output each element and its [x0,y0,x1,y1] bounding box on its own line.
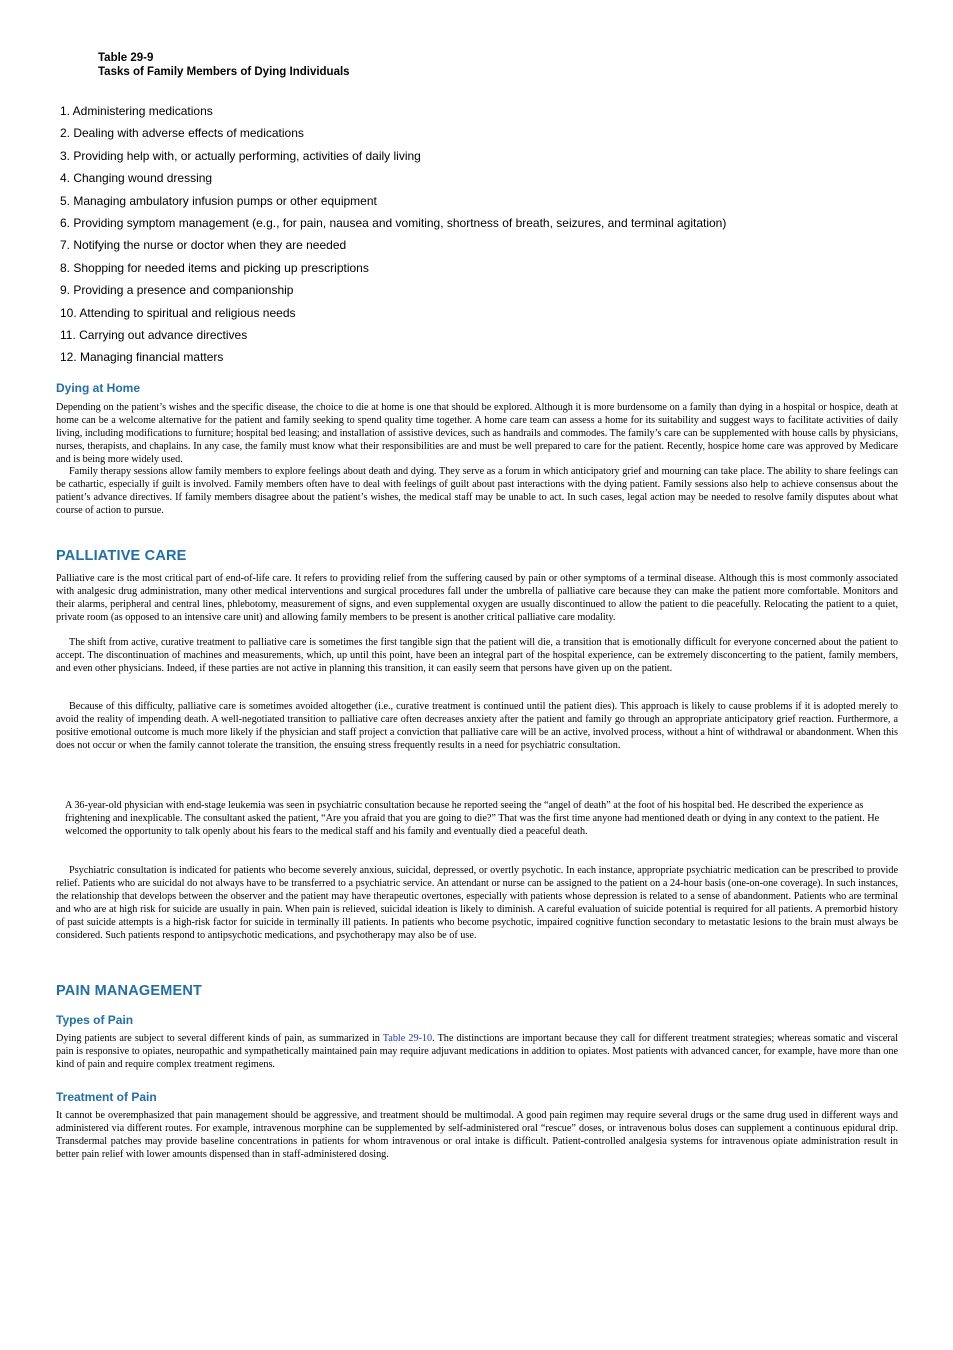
paragraph: Family therapy sessions allow family members to explore feelings about death and dying. They serve as a forum in which anticipatory grief and mourning can take place. The ability to share feelings can be cathartic, especially if guilt is involved. Family members often have to deal with feelings of guilt about past interactions with the dying patient. Family sessions also help to achieve consensus about the patient’s advance directives. If family members disagree about the patient’s wishes, the medical staff may be unable to act. In such cases, legal action may be needed to resolve family disputes about what course of action to pursue. [56,466,898,516]
heading-treatment-of-pain: Treatment of Pain [56,1090,157,1104]
list-item: 1. Administering medications [60,104,213,118]
case-example: A 36-year-old physician with end-stage leukemia was seen in psychiatric consultation because he reported seeing the “angel of death” at the foot of his hospital bed. He described the experience as frightening and inexplicable. The consultant asked the patient, “Are you afraid that you are going to die?” That was the first time anyone had mentioned death or dying in any context to the patient. He welcomed the opportunity to talk openly about his fears to the medical staff and his family and eventually died a peaceful death. [65,800,880,837]
table-reference-link[interactable]: Table 29-10 [382,1033,433,1044]
list-item: 12. Managing financial matters [60,350,224,365]
paragraph [56,1033,898,1072]
table-caption [98,51,350,79]
paragraph: Palliative care is the most critical part of end-of-life care. It refers to providing relief from the suffering caused by pain or other symptoms of a terminal disease. Although this is most commonly associated with analgesic drug administration, many other medical interventions and surgical procedures fall under the umbrella of palliative care because they can make the patient more comfortable. Monitors and their alarms, peripheral and central lines, phlebotomy, measurement of signs, and even supplemental oxygen are usually discontinued to allow the patient to die peacefully. Relocating the patient to a quiet, private room (as opposed to an intensive care unit) and allowing family members to be present is another critical palliative care modality. [56,573,898,623]
heading-dying-at-home: Dying at Home [56,381,141,395]
paragraph: Because of this difficulty, palliative care is sometimes avoided altogether (i.e., curative treatment is continued until the patient dies). This approach is likely to cause problems if it is adopted merely to avoid the reality of impending death. A well-negotiated transition to palliative care often decreases anxiety after the patient and family go through an appropriate anticipatory grief reaction. Furthermore, a positive emotional outcome is much more likely if the physician and staff project a conviction that palliative care will be an active, involved process, without a hint of withdrawal or abandonment. When this does not occur or when the family cannot tolerate the transition, the ensuing stress frequently results in a need for psychiatric consultation. [56,701,898,751]
list-item: 2. Dealing with adverse effects of medications [60,126,304,141]
list-item: 4. Changing wound dressing [60,171,213,186]
list-item: 6. Providing symptom management (e.g., for pain, nausea and vomiting, shortness of breath, seizures, and terminal agitation) [60,215,727,230]
list-item: 8. Shopping for needed items and picking up prescriptions [60,260,369,275]
table-title: Tasks of Family Members of Dying Individuals [98,66,350,78]
list-item: 11. Carrying out advance directives [60,327,248,342]
text-span: . The distinctions are important because they call for different treatment strategies; whereas somatic and visceral pain is responsive to opiates, neuropathic and sympathetically maintained pain may require adjuvant medications in addition to opiates. Most patients with advanced cancer, for example, have more than one kind of pain and require complex treatment regimens. [56,1033,898,1070]
list-item: 7. Notifying the nurse or doctor when they are needed [60,238,347,253]
paragraph: Psychiatric consultation is indicated for patients who become severely anxious, suicidal, depressed, or overtly psychotic. In each instance, appropriate psychiatric medication can be prescribed to provide relief. Patients who are suicidal do not always have to be transferred to a psychiatric service. An attendant or nurse can be assigned to the patient on a 24-hour basis (one-on-one coverage). In such instances, the relationship that develops between the observer and the patient may have therapeutic overtones, especially with patients whose depression is related to a sense of abandonment. Patients who are terminal and who are at high risk for suicide are usually in pain. When pain is relieved, suicidal ideation is likely to diminish. A careful evaluation of suicide potential is required for all patients. A premorbid history of past suicide attempts is a high-risk factor for suicide in terminally ill patients. In patients who become psychotic, impaired cognitive function secondary to metastatic lesions to the brain must always be considered. Such patients respond to antipsychotic medications, and psychotherapy may also be of use. [56,865,898,941]
paragraph: It cannot be overemphasized that pain management should be aggressive, and treatment should be multimodal. A good pain regimen may require several drugs or the same drug used in different ways and administered via different routes. For example, intravenous morphine can be supplemented by self-administered oral “rescue” doses, or intravenous bolus doses can supplement a continuous epidural drip. Transdermal patches may provide baseline concentrations in patients for whom intravenous or oral intake is difficult. Patient-controlled analgesia systems for intravenous opiate administration result in better pain relief with lower amounts dispensed than in staff-administered dosing. [56,1110,898,1160]
list-item: 3. Providing help with, or actually performing, activities of daily living [60,148,421,163]
list-item: 5. Managing ambulatory infusion pumps or other equipment [60,193,377,208]
heading-pain-management: PAIN MANAGEMENT [56,983,203,999]
heading-types-of-pain: Types of Pain [56,1013,134,1027]
heading-palliative-care: PALLIATIVE CARE [56,548,187,564]
list-item: 9. Providing a presence and companionship [60,283,294,298]
paragraph: Depending on the patient’s wishes and the specific disease, the choice to die at home is one that should be explored. Although it is more burdensome on a family than dying in a hospital or hospice, death at home can be a welcome alternative for the patient and family seeking to spend quality time together. A home care team can assess a home for its suitability and suggest ways to facilitate activities of daily living, including modifications to furniture; hospital bed leasing; and installation of assistive devices, such as handrails and commodes. The family’s care can be supplemented with house calls by physicians, nurses, therapists, and chaplains. In any case, the family must know what their responsibilities are and must be well prepared to care for the patient. Recently, hospice home care was approved by Medicare and is being more widely used. [56,402,898,465]
list-item: 10. Attending to spiritual and religious needs [60,305,296,320]
text-span: Dying patients are subject to several different kinds of pain, as summarized in [56,1033,383,1044]
table-number: Table 29-9 [98,52,154,64]
task-list [60,100,726,369]
paragraph: The shift from active, curative treatment to palliative care is sometimes the first tangible sign that the patient will die, a transition that is emotionally difficult for everyone concerned about the patient to accept. The discontinuation of machines and measurements, which, up until this point, have been an integral part of the hospital experience, can be extremely disconcerting to the patient, family members, and even other physicians. Indeed, if these parties are not active in planning this transition, it can easily seem that persons have given up on the patient. [56,637,898,674]
